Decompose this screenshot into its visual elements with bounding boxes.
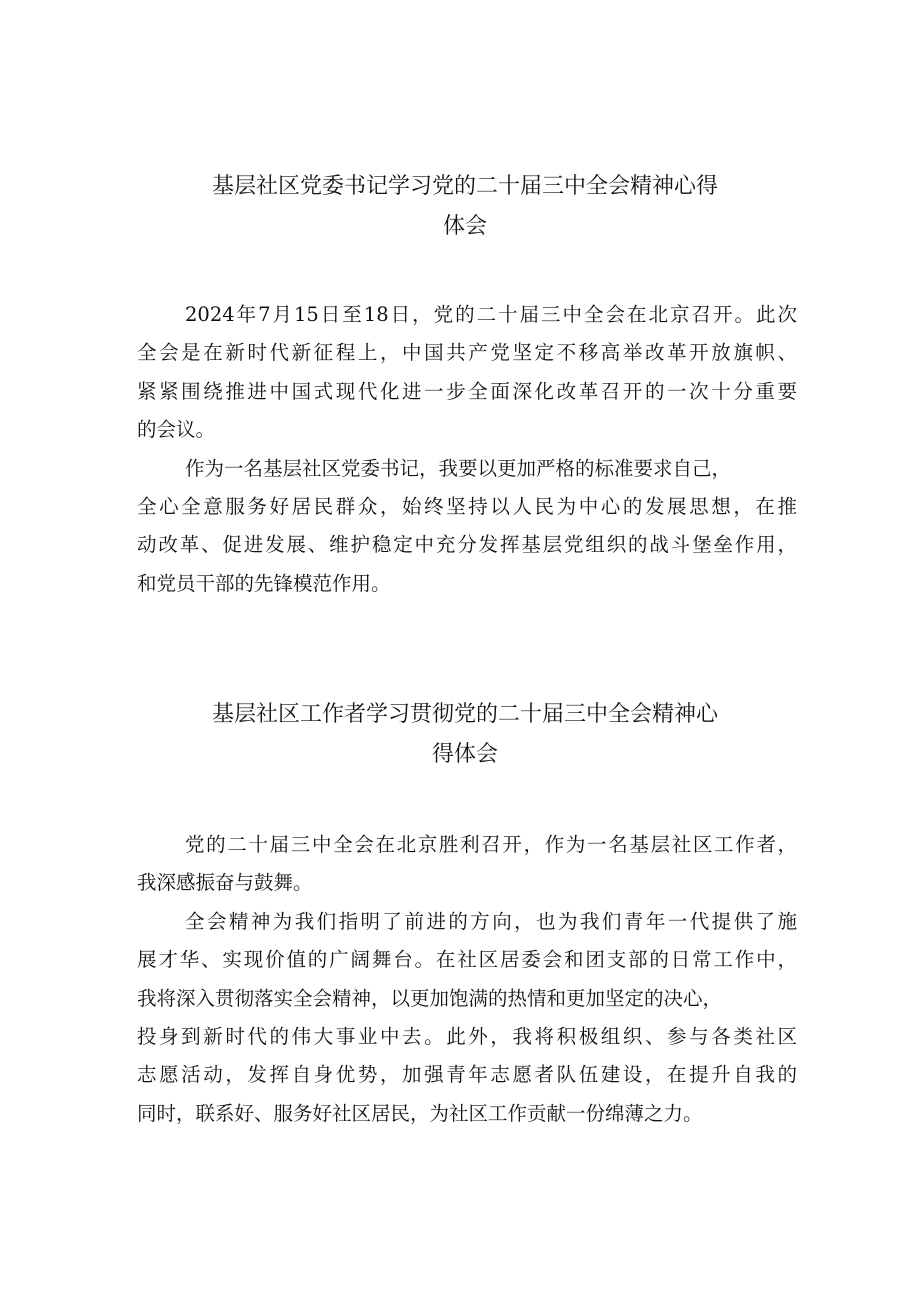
section-1-title-line-2: 体会 bbox=[442, 214, 487, 239]
text-line: 紧紧围绕推进中国式现代化进一步全面深化改革召开的一次十分重要 bbox=[137, 379, 797, 403]
section-2-title-line-2: 得体会 bbox=[431, 742, 498, 767]
section-2-paragraph-1 bbox=[137, 826, 797, 903]
text-line: 展才华、实现价值的广阔舞台。在社区居委会和团支部的日常工作中， bbox=[137, 948, 797, 972]
section-1-title-line-1: 基层社区党委书记学习党的二十届三中全会精神心得 bbox=[211, 174, 718, 199]
text-line: 同时，联系好、服务好社区居民，为社区工作贡献一份绵薄之力。 bbox=[137, 1101, 703, 1125]
text-line: 投身到新时代的伟大事业中去。此外，我将积极组织、参与各类社区 bbox=[137, 1025, 797, 1049]
section-1-body bbox=[137, 296, 797, 603]
section-1-paragraph-1 bbox=[137, 296, 797, 450]
text-line: 动改革、促进发展、维护稳定中充分发挥基层党组织的战斗堡垒作用， bbox=[137, 533, 797, 557]
text-line: 全心全意服务好居民群众，始终坚持以人民为中心的发展思想，在推 bbox=[137, 495, 797, 519]
text-line: 全会是在新时代新征程上，中国共产党坚定不移高举改革开放旗帜、 bbox=[137, 341, 797, 365]
text-line: 党的二十届三中全会在北京胜利召开，作为一名基层社区工作者， bbox=[185, 833, 797, 856]
section-2-paragraph-2 bbox=[137, 903, 797, 1133]
section-2-body bbox=[137, 826, 797, 1133]
text-line: 我深感振奋与鼓舞。 bbox=[137, 871, 313, 895]
text-line: 我将深入贯彻落实全会精神，以更加饱满的热情和更加坚定的决心， bbox=[137, 986, 723, 1010]
section-1-paragraph-2 bbox=[137, 450, 797, 604]
text-line: 全会精神为我们指明了前进的方向，也为我们青年一代提供了施 bbox=[185, 909, 797, 933]
text-line: 2024年7月15日至18日，党的二十届三中全会在北京召开。此次 bbox=[185, 303, 797, 326]
section-2-title-line-1: 基层社区工作者学习贯彻党的二十届三中全会精神心 bbox=[211, 702, 718, 727]
text-line: 志愿活动，发挥自身优势，加强青年志愿者队伍建设，在提升自我的 bbox=[137, 1063, 797, 1087]
text-line: 和党员干部的先锋模范作用。 bbox=[137, 571, 391, 595]
text-line: 作为一名基层社区党委书记，我要以更加严格的标准要求自己， bbox=[185, 456, 732, 480]
section-1-title bbox=[130, 167, 800, 247]
section-2-title bbox=[130, 695, 800, 775]
text-line: 的会议。 bbox=[137, 418, 216, 442]
